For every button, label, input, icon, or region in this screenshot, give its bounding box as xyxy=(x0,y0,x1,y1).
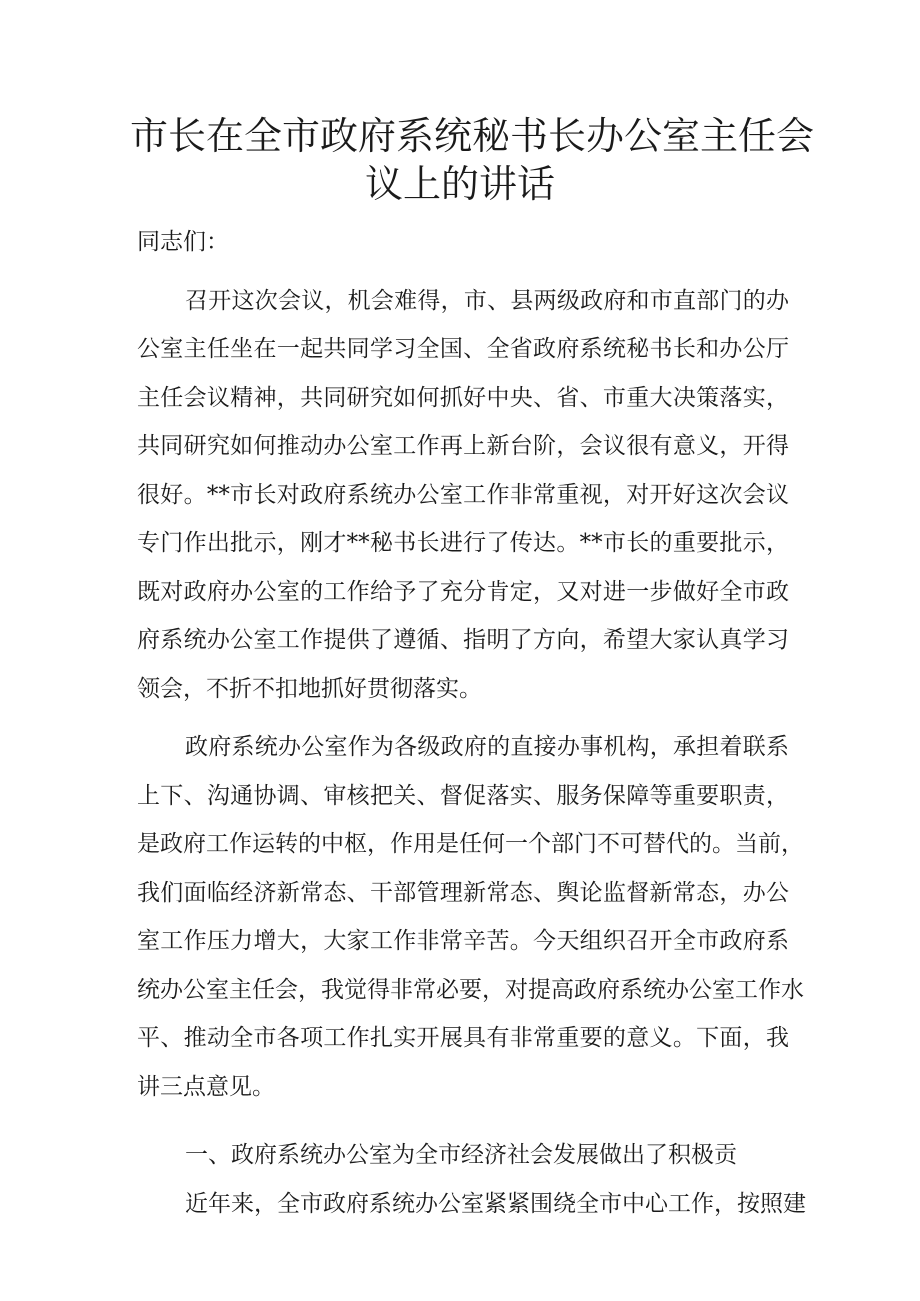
paragraph-line: 是政府工作运转的中枢，作用是任何一个部门不可替代的。当前， xyxy=(137,831,804,857)
paragraph-2 xyxy=(137,723,804,1111)
paragraph-line: 专门作出批示，刚才**秘书长进行了传达。**市长的重要批示， xyxy=(137,530,789,556)
paragraph-line: 共同研究如何推动办公室工作再上新台阶，会议很有意义，开得 xyxy=(137,433,789,459)
paragraph-line: 近年来，全市政府系统办公室紧紧围绕全市中心工作，按照建 xyxy=(185,1190,806,1217)
title-line-1: 市长在全市政府系统秘书长办公室主任会 xyxy=(130,114,815,158)
document-title xyxy=(130,112,815,208)
paragraph-1 xyxy=(137,277,789,714)
paragraph-line: 召开这次会议，机会难得，市、县两级政府和市直部门的办 xyxy=(185,287,789,314)
section-heading: 一、政府系统办公室为全市经济社会发展做出了积极贡 xyxy=(185,1142,737,1168)
paragraph-line: 主任会议精神，共同研究如何抓好中央、省、市重大决策落实， xyxy=(137,384,789,411)
paragraph-line: 府系统办公室工作提供了遵循、指明了方向，希望大家认真学习 xyxy=(137,627,789,653)
paragraph-line: 很好。**市长对政府系统办公室工作非常重视，对开好这次会议 xyxy=(137,481,789,508)
title-line-2: 议上的讲话 xyxy=(364,162,555,206)
paragraph-line: 室工作压力增大，大家工作非常辛苦。今天组织召开全市政府系 xyxy=(137,928,789,954)
paragraph-line: 公室主任坐在一起共同学习全国、全省政府系统秘书长和办公厅 xyxy=(137,336,789,362)
document-body xyxy=(137,218,806,1228)
paragraph-line: 领会，不折不扣地抓好贯彻落实。 xyxy=(137,675,482,702)
paragraph-line: 政府系统办公室作为各级政府的直接办事机构，承担着联系 xyxy=(185,734,789,760)
paragraph-line: 平、推动全市各项工作扎实开展具有非常重要的意义。下面，我 xyxy=(137,1025,789,1051)
paragraph-line: 统办公室主任会，我觉得非常必要，对提高政府系统办公室工作水 xyxy=(137,976,804,1003)
paragraph-line: 既对政府办公室的工作给予了充分肯定，又对进一步做好全市政 xyxy=(137,578,789,605)
salutation: 同志们： xyxy=(137,229,229,255)
paragraph-line: 上下、沟通协调、审核把关、督促落实、服务保障等重要职责， xyxy=(137,782,789,809)
paragraph-line: 我们面临经济新常态、干部管理新常态、舆论监督新常态，办公 xyxy=(137,879,789,906)
paragraph-line: 讲三点意见。 xyxy=(137,1073,275,1100)
